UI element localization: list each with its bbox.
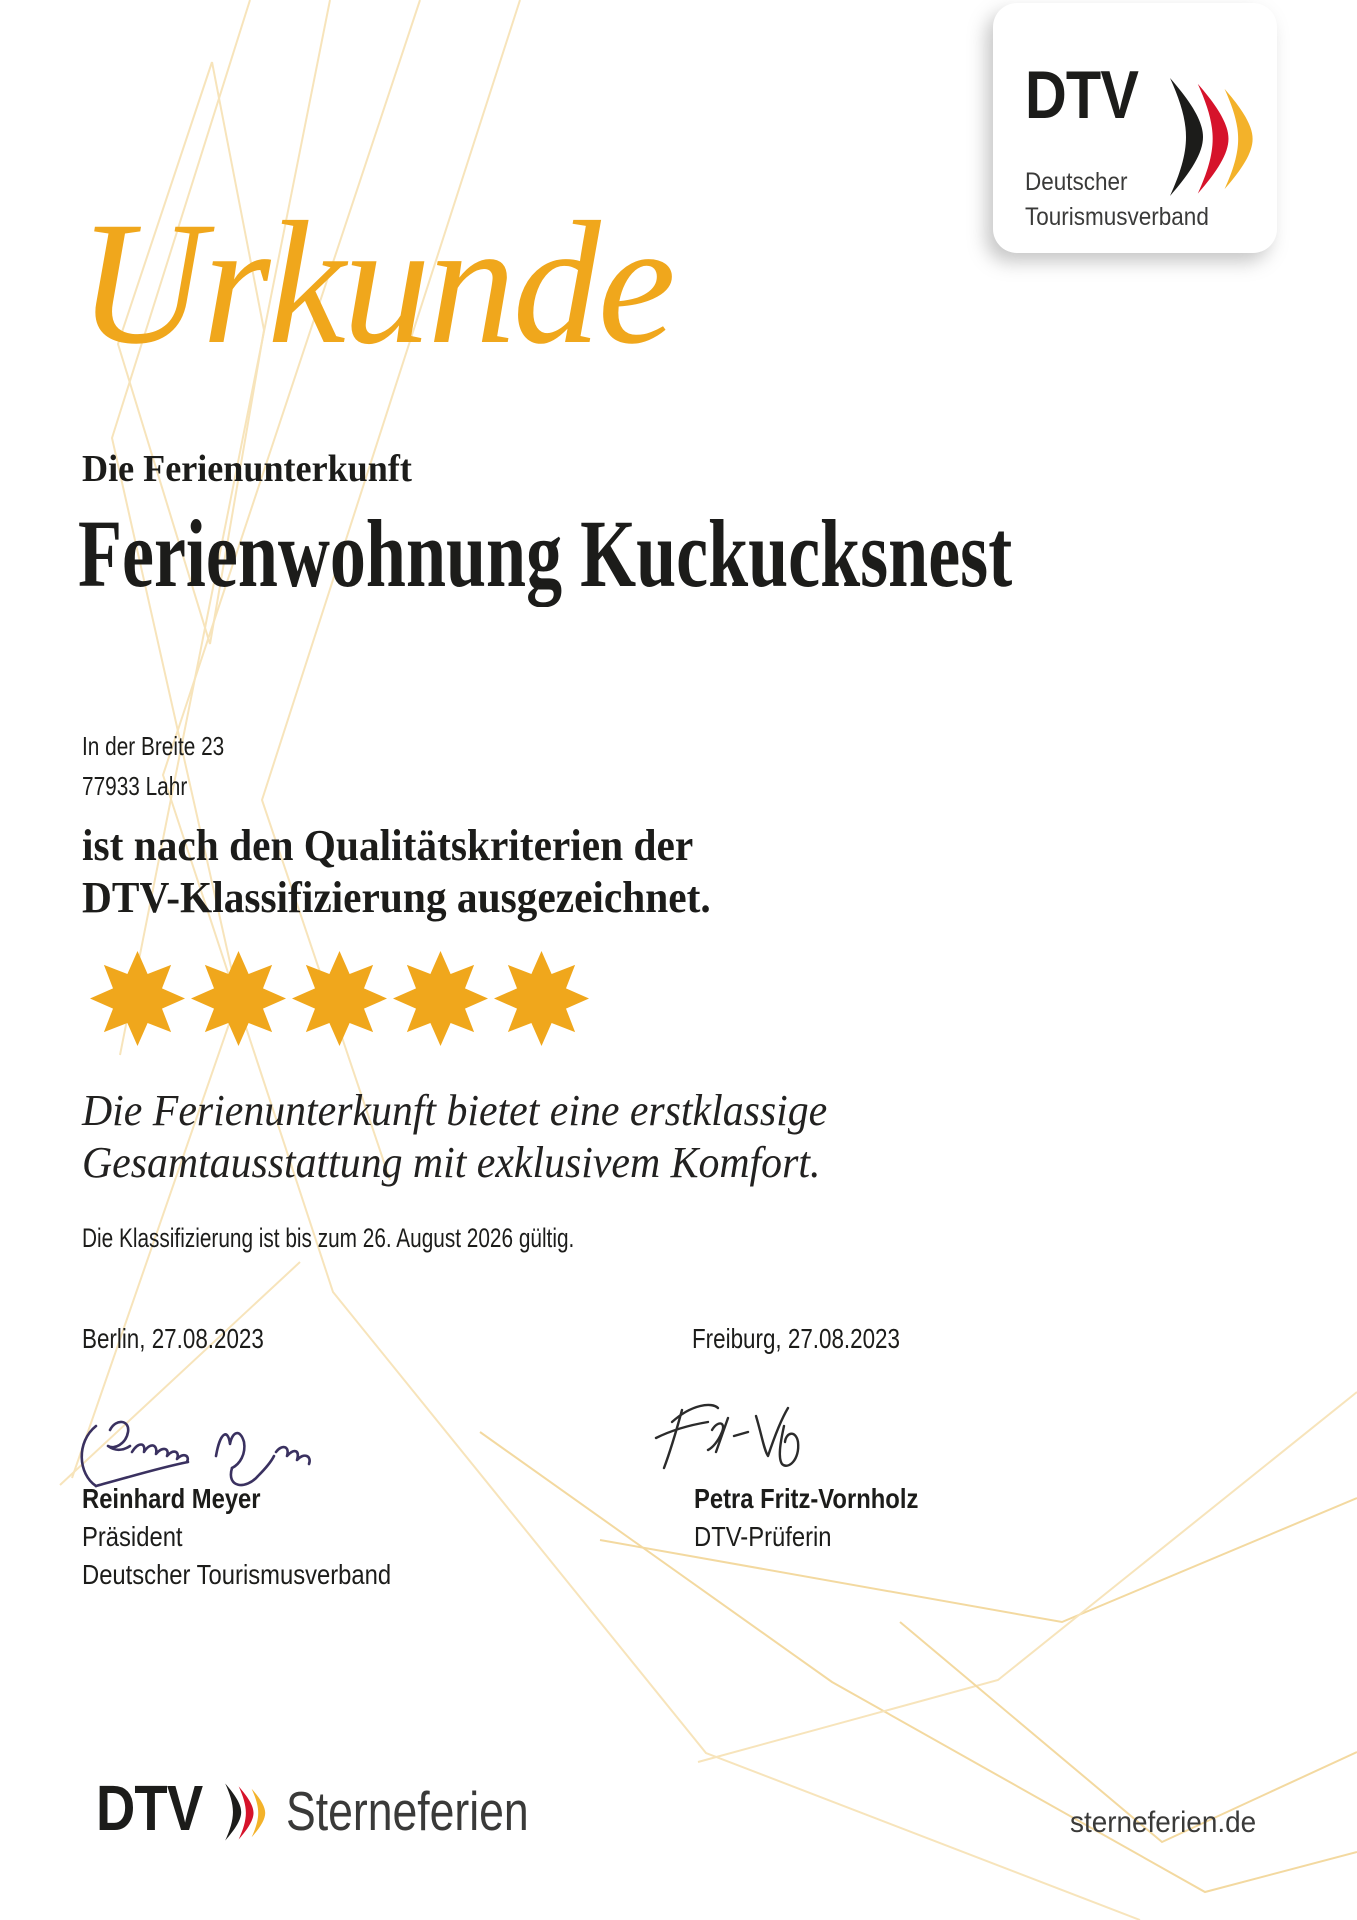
classification-star-icon [90, 951, 185, 1046]
signer-org-left: Deutscher Tourismusverband [82, 1559, 392, 1590]
footer-website: sterneferien.de [1070, 1806, 1257, 1839]
place-date-left: Berlin, 27.08.2023 [82, 1323, 264, 1354]
property-address [82, 726, 224, 806]
dtv-org-name [1025, 165, 1209, 235]
certificate-title: Urkunde [78, 186, 673, 381]
address-line2: 77933 Lahr [82, 771, 188, 801]
footer-chevrons-icon [220, 1782, 274, 1844]
signer-role-right: DTV-Prüferin [694, 1521, 832, 1552]
description-line2: Gesamtausstattung mit exklusivem Komfort. [82, 1138, 821, 1187]
classification-star-icon [393, 951, 488, 1046]
dtv-org-line2: Tourismusverband [1025, 203, 1209, 231]
footer-dtv-text: DTV [96, 1772, 203, 1844]
dtv-logo-badge [993, 3, 1277, 253]
intro-label: Die Ferienunterkunft [82, 448, 412, 490]
place-date-right: Freiburg, 27.08.2023 [692, 1323, 900, 1354]
address-line1: In der Breite 23 [82, 731, 225, 761]
classification-star-icon [292, 951, 387, 1046]
rating-description [82, 1085, 827, 1189]
classification-star-icon [494, 951, 589, 1046]
validity-note: Die Klassifizierung ist bis zum 26. August 2026 gültig. [82, 1223, 575, 1253]
description-line1: Die Ferienunterkunft bietet eine erstklassige [82, 1086, 828, 1135]
classification-statement [82, 820, 711, 924]
signer-name-right: Petra Fritz-Vornholz [694, 1483, 919, 1514]
statement-line2: DTV-Klassifizierung ausgezeichnet. [82, 873, 711, 922]
signature-petra-fritz-vornholz [652, 1396, 832, 1481]
footer-brand-text: Sterneferien [286, 1780, 529, 1842]
statement-line1: ist nach den Qualitätskriterien der [82, 821, 694, 870]
dtv-org-line1: Deutscher [1025, 168, 1128, 196]
signer-name-left: Reinhard Meyer [82, 1483, 261, 1514]
dtv-logo-text: DTV [1025, 57, 1139, 133]
signer-block-left [82, 1480, 391, 1594]
signer-role-left: Präsident [82, 1521, 183, 1552]
property-name: Ferienwohnung Kuckucksnest [78, 500, 1013, 607]
star-rating [90, 951, 589, 1046]
signer-block-right [694, 1480, 918, 1556]
classification-star-icon [191, 951, 286, 1046]
